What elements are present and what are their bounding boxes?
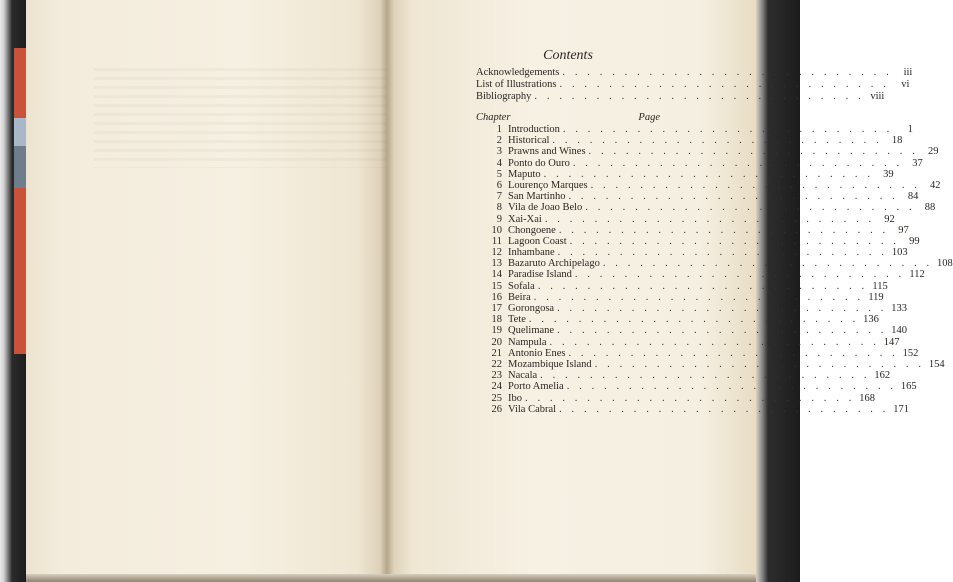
chapter-number: 20 — [491, 336, 502, 348]
chapter-title: Tete — [508, 314, 526, 326]
dot-leader: . . . . . . . . . . . . . . . . . . . . . . . . . . . — [540, 370, 871, 382]
dot-leader: . . . . . . . . . . . . . . . . . . . . . . . . . . . — [543, 168, 874, 180]
chapter-title: Nacala — [508, 370, 538, 382]
book-gutter — [380, 0, 394, 574]
dot-leader: . . . . . . . . . . . . . . . . . . . . . . . . . . . — [585, 202, 916, 214]
chapter-page: 37 — [912, 157, 923, 169]
dot-leader: . . . . . . . . . . . . . . . . . . . . . . . . . . . — [557, 303, 888, 314]
chapter-entry — [476, 392, 875, 404]
dot-leader: . . . . . . . . . . . . . . . . . . . . . . . . . . . — [528, 314, 859, 326]
page-column-heading: Page — [638, 112, 660, 123]
chapter-title: Maputo — [508, 168, 541, 180]
dot-leader: . . . . . . . . . . . . . . . . . . . . . . . . . . . — [569, 235, 900, 247]
dot-leader: . . . . . . . . . . . . . . . . . . . . . . . . . . . — [557, 325, 888, 337]
dot-leader: . . . . . . . . . . . . . . . . . . . . . . . . . . . — [590, 179, 921, 191]
chapter-entry — [476, 191, 919, 203]
chapter-number: 26 — [491, 403, 502, 415]
chapter-number: 4 — [496, 157, 502, 169]
chapter-entry — [476, 213, 895, 225]
chapter-title: Ponto do Ouro — [508, 157, 570, 169]
chapter-page: 136 — [863, 314, 879, 326]
chapter-title: Gorongosa — [508, 303, 555, 314]
chapter-entry — [476, 347, 919, 359]
chapter-number: 11 — [491, 235, 502, 247]
chapter-page: 108 — [937, 258, 953, 270]
chapter-title: Lagoon Coast — [508, 235, 567, 247]
chapter-entry — [476, 157, 923, 169]
front-matter-entry — [476, 91, 885, 103]
chapter-page: 152 — [902, 347, 919, 359]
show-through-text — [94, 68, 389, 168]
chapter-entry — [476, 179, 941, 191]
chapter-title: San Martinho — [508, 191, 566, 203]
chapter-title: Vila de Joao Belo — [508, 202, 583, 214]
chapter-page: 154 — [928, 358, 945, 370]
entry-title: Acknowledgements — [476, 67, 560, 78]
chapter-title: Beira — [508, 291, 531, 303]
dot-leader: . . . . . . . . . . . . . . . . . . . . . . . . . . . — [566, 381, 897, 393]
chapter-page: 97 — [898, 224, 909, 236]
chapter-page: 1 — [907, 124, 913, 135]
chapter-entry — [476, 124, 913, 135]
chapter-entry — [476, 135, 903, 147]
chapter-number: 22 — [491, 358, 502, 370]
dot-leader: . . . . . . . . . . . . . . . . . . . . . . . . . . . — [552, 135, 883, 147]
front-matter-list — [476, 67, 913, 103]
chapter-title: Sofala — [508, 280, 535, 292]
chapter-number: 17 — [491, 303, 502, 314]
chapter-title: Ibo — [508, 392, 522, 404]
chapter-number: 21 — [491, 347, 502, 359]
dot-leader: . . . . . . . . . . . . . . . . . . . . . . . . . . . — [602, 258, 933, 270]
chapter-title: Nampula — [508, 336, 547, 348]
left-page — [26, 0, 386, 574]
chapter-page: 84 — [907, 191, 919, 203]
chapter-number: 13 — [491, 258, 502, 270]
dot-leader: . . . . . . . . . . . . . . . . . . . . . . . . . . . — [544, 213, 875, 225]
chapter-title: Antonio Enes — [508, 347, 566, 359]
chapter-entry — [476, 224, 909, 236]
contents-title: Contents — [543, 48, 593, 63]
chapter-entry — [476, 325, 908, 337]
dot-leader: . . . . . . . . . . . . . . . . . . . . . . . . . . . — [594, 358, 925, 370]
chapter-entry — [476, 381, 917, 393]
dot-leader: . . . . . . . . . . . . . . . . . . . . . . . . . . . — [525, 392, 855, 404]
bottom-page-edge — [26, 574, 756, 582]
chapter-entry — [476, 358, 945, 370]
chapter-page: 39 — [883, 168, 894, 180]
chapter-number: 15 — [491, 280, 502, 292]
dot-leader: . . . . . . . . . . . . . . . . . . . . . . . . . . . — [572, 157, 903, 169]
entry-title: List of Illustrations — [476, 79, 557, 90]
chapter-page: 42 — [930, 179, 941, 191]
entry-page: vi — [901, 79, 910, 90]
chapter-entry — [476, 202, 936, 214]
chapter-entry — [476, 269, 925, 281]
chapter-title: Vila Cabral — [508, 403, 557, 415]
chapter-title: Historical — [508, 135, 550, 147]
chapter-number: 1 — [496, 124, 502, 135]
cover-edge-strip — [14, 48, 26, 354]
chapter-title: Xai-Xai — [508, 213, 542, 225]
chapter-title: Paradise Island — [508, 269, 572, 281]
chapter-title: Inhambane — [508, 247, 555, 259]
chapter-entry — [476, 247, 908, 259]
chapter-list-header — [476, 112, 660, 124]
chapter-number: 9 — [496, 213, 502, 225]
dot-leader: . . . . . . . . . . . . . . . . . . . . . . . . . . . — [559, 403, 889, 415]
chapter-title: Prawns and Wines — [508, 146, 586, 158]
chapter-page: 88 — [924, 202, 936, 214]
entry-page: iii — [903, 67, 913, 78]
dot-leader: . . . . . . . . . . . . . . . . . . . . . . . . . . . — [557, 247, 888, 259]
chapter-page: 103 — [891, 247, 908, 259]
dot-leader: . . . . . . . . . . . . . . . . . . . . . . . . . . . — [588, 146, 919, 158]
chapter-page: 133 — [891, 303, 908, 314]
chapter-title: Quelimane — [508, 325, 555, 337]
chapter-number: 25 — [491, 392, 502, 404]
chapter-entry — [476, 146, 939, 158]
dot-leader: . . . . . . . . . . . . . . . . . . . . . . . . . . . — [537, 280, 868, 292]
chapter-title: Introduction — [508, 124, 560, 135]
dot-leader: . . . . . . . . . . . . . . . . . . . . . . . . . . . — [562, 124, 893, 135]
chapter-page: 171 — [893, 403, 909, 415]
chapter-entry — [476, 314, 879, 326]
chapter-entry — [476, 403, 909, 415]
entry-page: viii — [870, 91, 885, 102]
chapter-number: 19 — [491, 325, 502, 337]
chapter-entry — [476, 370, 891, 382]
dot-leader: . . . . . . . . . . . . . . . . . . . . . . . . . . . — [562, 67, 893, 78]
chapter-page: 92 — [884, 213, 895, 225]
entry-title: Bibliography — [476, 91, 532, 102]
chapter-title: Lourenço Marques — [508, 179, 588, 191]
dot-leader: . . . . . . . . . . . . . . . . . . . . . . . . . . . — [568, 191, 899, 203]
dot-leader: . . . . . . . . . . . . . . . . . . . . . . . . . . . — [559, 79, 890, 90]
chapter-page: 162 — [874, 370, 891, 382]
dot-leader: . . . . . . . . . . . . . . . . . . . . . . . . . . . — [533, 291, 864, 303]
chapter-page: 99 — [909, 235, 920, 247]
chapter-number: 16 — [491, 291, 502, 303]
chapter-page: 18 — [891, 135, 903, 147]
chapter-entry — [476, 336, 900, 348]
chapter-page: 119 — [868, 291, 884, 303]
chapter-page: 112 — [909, 269, 925, 281]
chapter-column-heading: Chapter — [476, 112, 511, 123]
chapter-page: 140 — [891, 325, 908, 337]
chapter-page: 115 — [872, 280, 888, 292]
chapter-entry — [476, 303, 908, 314]
dot-leader: . . . . . . . . . . . . . . . . . . . . . . . . . . . — [558, 224, 889, 236]
dot-leader: . . . . . . . . . . . . . . . . . . . . . . . . . . . — [549, 336, 880, 348]
chapter-number: 5 — [496, 168, 502, 180]
chapter-number: 3 — [496, 146, 502, 158]
chapter-page: 165 — [900, 381, 917, 393]
chapter-title: Porto Amelia — [508, 381, 564, 393]
chapter-entry — [476, 235, 920, 247]
chapter-number: 6 — [496, 179, 502, 191]
dot-leader: . . . . . . . . . . . . . . . . . . . . . . . . . . . — [574, 269, 905, 281]
chapter-page: 168 — [859, 392, 875, 404]
table-of-contents — [476, 46, 953, 415]
chapter-number: 18 — [491, 314, 502, 326]
chapter-page: 29 — [927, 146, 939, 158]
chapter-title: Chongoene — [508, 224, 556, 236]
dot-leader: . . . . . . . . . . . . . . . . . . . . . . . . . . . — [534, 91, 865, 102]
chapter-list — [476, 124, 953, 415]
front-matter-entry — [476, 67, 913, 79]
chapter-number: 7 — [496, 191, 502, 203]
chapter-number: 14 — [491, 269, 502, 281]
chapter-entry — [476, 280, 888, 292]
chapter-number: 12 — [491, 247, 502, 259]
chapter-number: 2 — [496, 135, 502, 147]
chapter-number: 24 — [491, 381, 502, 393]
chapter-entry — [476, 168, 894, 180]
chapter-number: 10 — [491, 224, 502, 236]
front-matter-entry — [476, 79, 910, 91]
dot-leader: . . . . . . . . . . . . . . . . . . . . . . . . . . . — [568, 347, 899, 359]
chapter-number: 23 — [491, 370, 502, 382]
chapter-number: 8 — [496, 202, 502, 214]
chapter-entry — [476, 258, 953, 270]
chapter-entry — [476, 291, 884, 303]
chapter-title: Mozambique Island — [508, 358, 592, 370]
chapter-page: 147 — [883, 336, 900, 348]
chapter-title: Bazaruto Archipelago — [508, 258, 600, 270]
